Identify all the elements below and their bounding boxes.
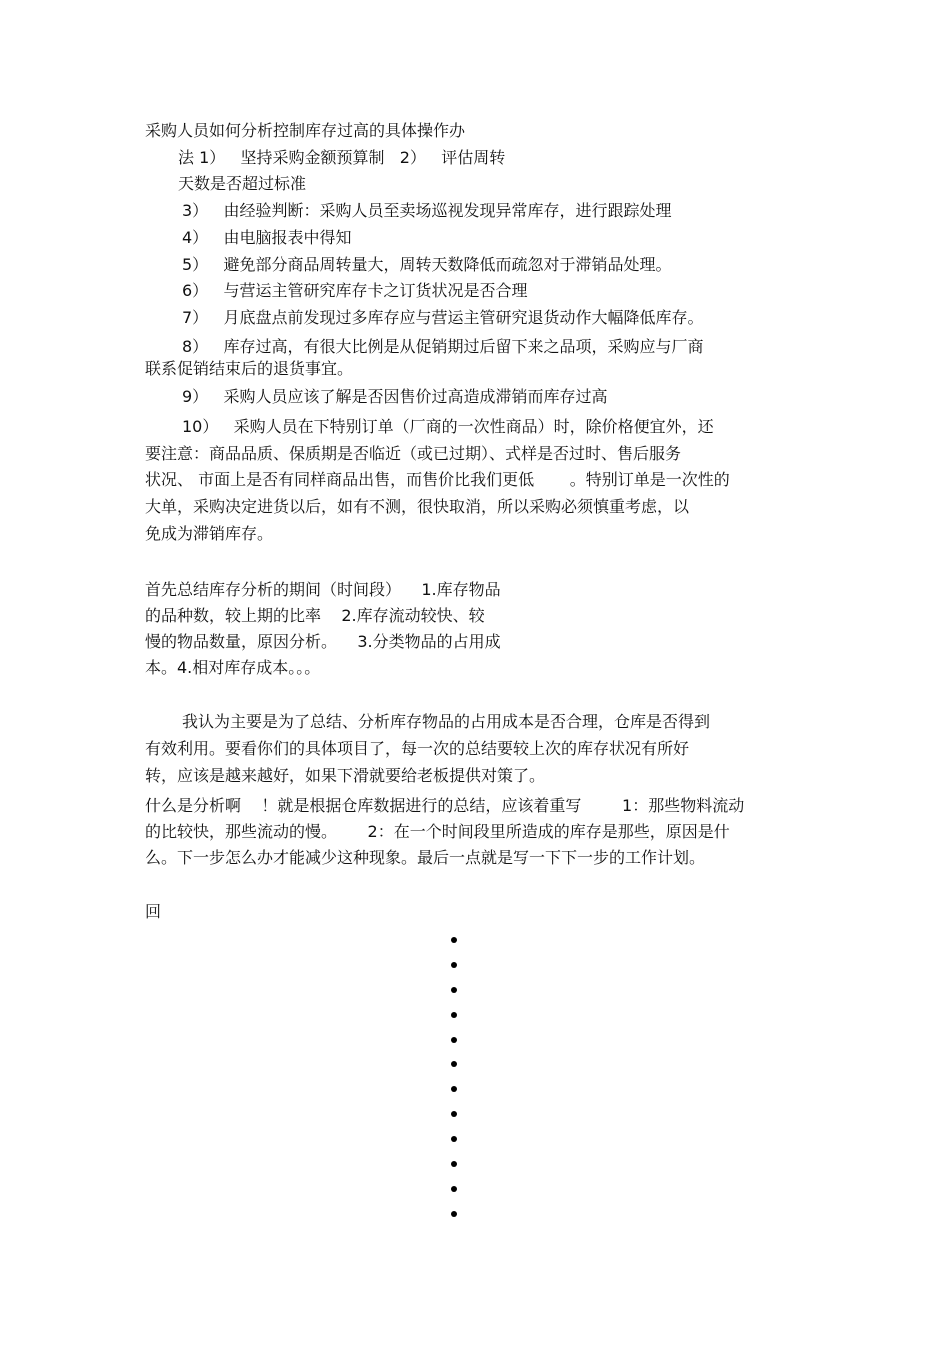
bullet-dot (451, 1161, 457, 1167)
analysis-line: 的比较快，那些流动的慢。 2：在一个时间段里所造成的库存是那些，原因是什 (145, 822, 730, 841)
bullet-dot (451, 1086, 457, 1092)
bullet-dot (451, 1211, 457, 1217)
analysis-line: 什么是分析啊 ！就是根据仓库数据进行的总结，应该着重写 1：那些物料流动 (145, 796, 745, 815)
opinion-line: 转，应该是越来越好，如果下滑就要给老板提供对策了。 (145, 766, 546, 785)
paragraph-line: 法 1） 坚持采购金额预算制 2） 评估周转 (178, 148, 506, 167)
bullet-dot (451, 1061, 457, 1067)
list-item: 6） 与营运主管研究库存卡之订货状况是否合理 (182, 281, 528, 300)
list-item: 7） 月底盘点前发现过多库存应与营运主管研究退货动作大幅降低库存。 (182, 308, 704, 327)
paragraph-line: 天数是否超过标准 (178, 174, 307, 193)
reply-label: 回 (145, 902, 162, 921)
bullet-dot (451, 1111, 457, 1117)
bullet-dot (451, 1012, 457, 1018)
list-item: 4） 由电脑报表中得知 (182, 228, 352, 247)
summary-line: 本。4.相对库存成本。。。 (145, 658, 321, 677)
analysis-line: 么。下一步怎么办才能减少这种现象。最后一点就是写一下下一步的工作计划。 (145, 848, 706, 867)
list-item: 8） 库存过高，有很大比例是从促销期过后留下来之品项，采购应与厂商 (182, 337, 704, 356)
list-item-continuation: 大单，采购决定进货以后，如有不测，很快取消，所以采购必须慎重考虑，以 (145, 497, 690, 516)
bullet-dot (451, 987, 457, 993)
bullet-dot (451, 962, 457, 968)
list-item: 5） 避免部分商品周转量大，周转天数降低而疏忽对于滞销品处理。 (182, 255, 672, 274)
bullet-dot (451, 1136, 457, 1142)
list-item-continuation: 状况、 市面上是否有同样商品出售，而售价比我们更低 。特别订单是一次性的 (145, 470, 730, 489)
list-item: 9） 采购人员应该了解是否因售价过高造成滞销而库存过高 (182, 387, 608, 406)
list-item-continuation: 联系促销结束后的退货事宜。 (145, 359, 354, 378)
bullet-dot (451, 1037, 457, 1043)
doc-title-line: 采购人员如何分析控制库存过高的具体操作办 (145, 121, 466, 140)
list-item: 10） 采购人员在下特别订单（厂商的一次性商品）时，除价格便宜外，还 (182, 417, 714, 436)
opinion-line: 有效利用。要看你们的具体项目了，每一次的总结要较上次的库存状况有所好 (145, 739, 690, 758)
list-item-continuation: 要注意：商品品质、保质期是否临近（或已过期）、式样是否过时、售后服务 (145, 444, 682, 463)
list-item: 3） 由经验判断：采购人员至卖场巡视发现异常库存，进行跟踪处理 (182, 201, 672, 220)
summary-line: 慢的物品数量，原因分析。 3.分类物品的占用成 (145, 632, 501, 651)
bullet-dot (451, 937, 457, 943)
opinion-line: 我认为主要是为了总结、分析库存物品的占用成本是否合理，仓库是否得到 (182, 712, 711, 731)
list-item-continuation: 免成为滞销库存。 (145, 524, 274, 543)
bullet-dot (451, 1186, 457, 1192)
summary-line: 的品种数，较上期的比率 2.库存流动较快、较 (145, 606, 485, 625)
summary-line: 首先总结库存分析的期间（时间段） 1.库存物品 (145, 580, 501, 599)
